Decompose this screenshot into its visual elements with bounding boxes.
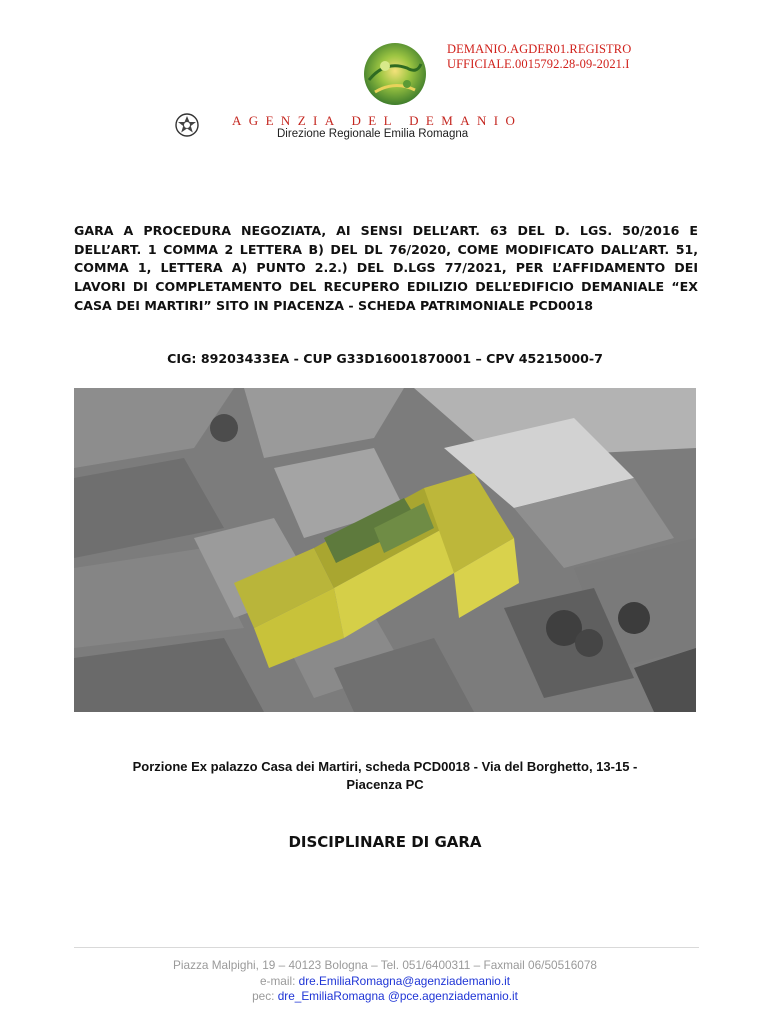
footer-email-row xyxy=(0,974,770,990)
aerial-photo xyxy=(74,388,696,712)
protocol-stamp xyxy=(447,42,631,72)
footer-divider xyxy=(74,947,699,948)
protocol-line-1: DEMANIO.AGDER01.REGISTRO xyxy=(447,42,632,56)
agency-name: AGENZIA DEL DEMANIO xyxy=(232,113,523,128)
protocol-line-2: UFFICIALE.0015792.28-09-2021.I xyxy=(447,57,630,71)
email-link[interactable]: dre.EmiliaRomagna@agenziademanio.it xyxy=(298,973,510,988)
photo-caption xyxy=(74,758,696,794)
email-label: e-mail: xyxy=(259,973,296,988)
tender-codes: CIG: 89203433EA - CUP G33D16001870001 – CPV 45215000-7 xyxy=(167,351,603,366)
footer-pec-row xyxy=(0,989,770,1005)
pec-label: pec: xyxy=(252,989,275,1003)
pec-link[interactable]: dre_EmiliaRomagna @pce.agenziademanio.it xyxy=(277,989,518,1003)
document-title: DISCIPLINARE DI GARA xyxy=(288,833,482,851)
footer-address: Piazza Malpighi, 19 – 40123 Bologna – Tel. 051/6400311 – Faxmail 06/50516078 xyxy=(173,958,597,972)
caption-line-2: Piacenza PC xyxy=(346,777,424,792)
tender-title: GARA A PROCEDURA NEGOZIATA, AI SENSI DELL’ART. 63 DEL D. LGS. 50/2016 E DELL’ART. 1 COMMA 2 LETTERA B) DEL DL 76/2020, COME MODIFICATO DALL’ART. 51, COMMA 1, LETTERA A) PUNTO 2.2.) DEL D.LGS 77/2021, PER L’AFFIDAMENTO DEI LAVORI DI COMPLETAMENTO DEL RECUPERO EDILIZIO DELL’EDIFICIO DEMANIALE “EX CASA DEI MARTIRI” SITO IN PIACENZA - SCHEDA PATRIMONIALE PCD0018 xyxy=(74,223,698,313)
republic-emblem-icon xyxy=(174,112,200,138)
footer xyxy=(0,958,770,1005)
agency-logo xyxy=(355,40,435,110)
regional-direction: Direzione Regionale Emilia Romagna xyxy=(277,128,469,140)
caption-line-1: Porzione Ex palazzo Casa dei Martiri, scheda PCD0018 - Via del Borghetto, 13-15 - xyxy=(132,759,638,774)
